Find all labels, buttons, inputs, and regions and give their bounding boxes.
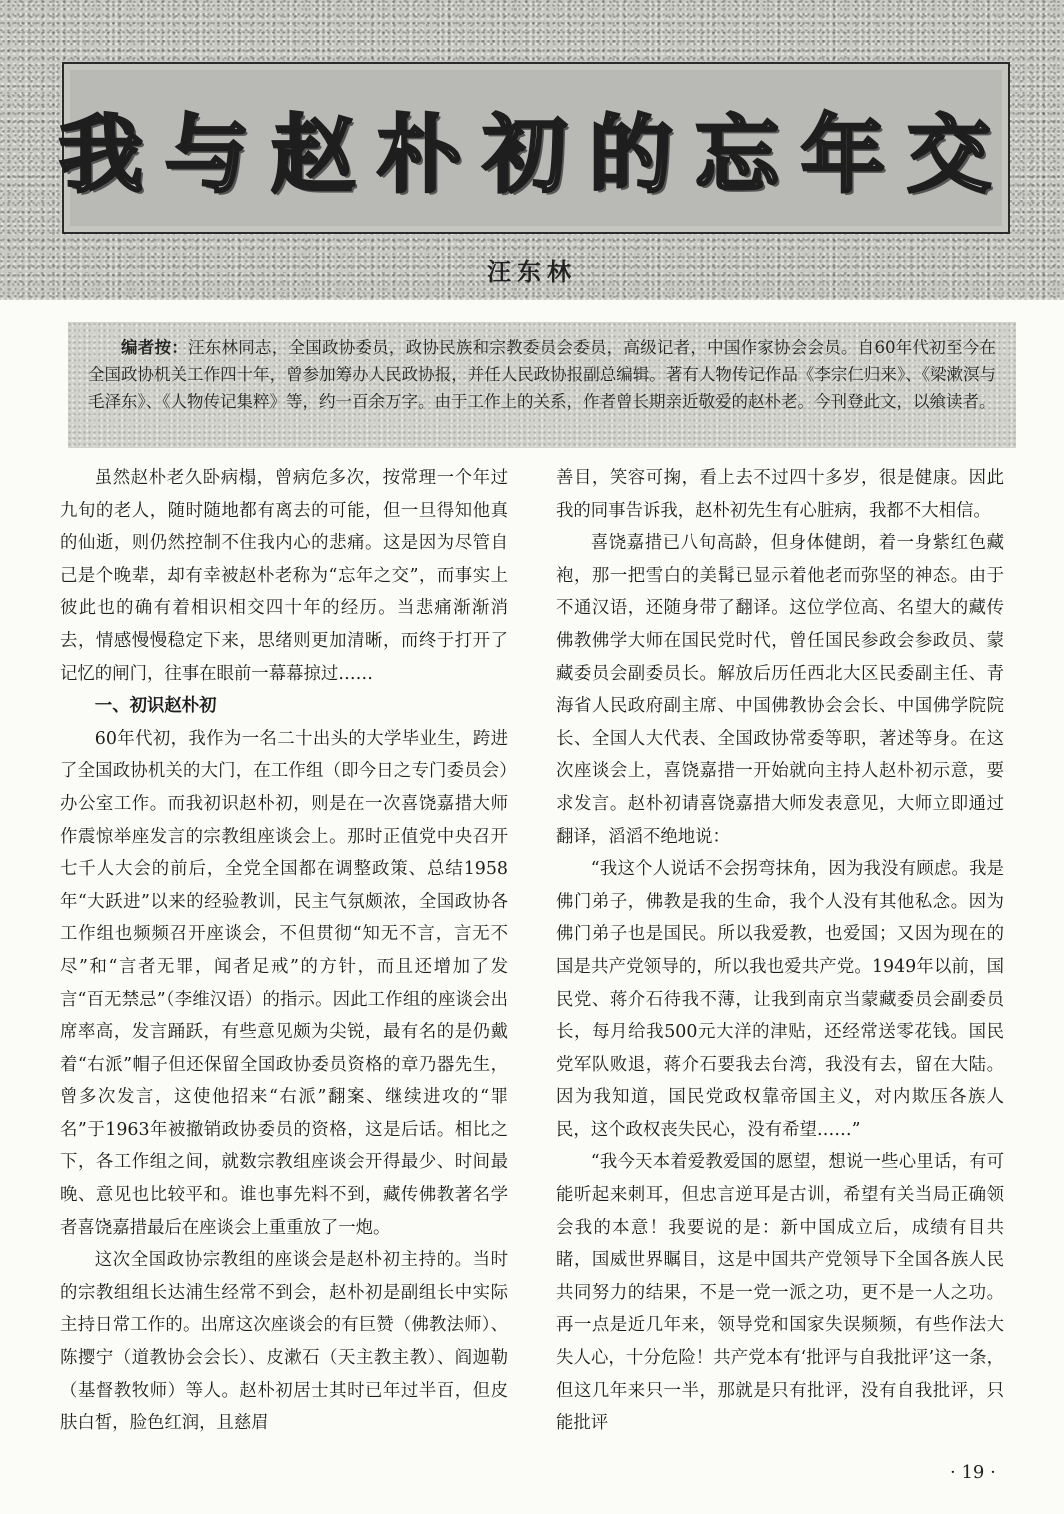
- paragraph: “我今天本着爱教爱国的愿望，想说一些心里话，有可能听起来刺耳，但忠言逆耳是古训，希望有关当局正确领会我的本意！我要说的是：新中国成立后，成绩有目共睹，国威世界瞩目，这是中国共产党领导下全国各族人民共同努力的结果，不是一党一派之功，更不是一人之功。再一点是近几年来，领导党和国家失误频频，有些作法大失人心，十分危险！共产党本有‘批评与自我批评’这一条，但这几年来只一半，那就是只有批评，没有自我批评，只能批评: [556, 1152, 1004, 1434]
- title-box: [59, 62, 1014, 234]
- paragraph: “我这个人说话不会拐弯抹角，因为我没有顾虑。我是佛门弟子，佛教是我的生命，我个人没有其他私念。因为佛门弟子也是国民。所以我爱教，也爱国；又因为现在的国是共产党领导的，所以我也爱共产党。1949年以前，国民党、蒋介石待我不薄，让我到南京当蒙藏委员会副委员长，每月给我500元大洋的津贴，还经常送零花钱。国民党军队败退，蒋介石要我去台湾，我没有去，留在大陆。因为我知道，国民党政权靠帝国主义，对内欺压各族人民，这个政权丧失民心，没有希望……”: [556, 859, 1004, 1140]
- editor-note: [88, 334, 996, 415]
- page-number: · 19 ·: [950, 1462, 996, 1483]
- left-column: [60, 462, 508, 1440]
- paragraph: 60年代初，我作为一名二十出头的大学毕业生，跨进了全国政协机关的大门，在工作组（即今日之专门委员会）办公室工作。而我初识赵朴初，则是在一次喜饶嘉措大师作震惊举座发言的宗教组座谈会上。那时正值党中央召开七千人大会的前后，全党全国都在调整政策、总结1958年“大跃进”以来的经验教训，民主气氛颇浓，全国政协各工作组也频频召开座谈会，不但贯彻“知无不言，言无不尽”和“言者无罪，闻者足戒”的方针，而且还增加了发言“百无禁忌”（李维汉语）的指示。因此工作组的座谈会出席率高，发言踊跃，有些意见颇为尖锐，最有名的是仍戴着“右派”帽子但还保留全国政协委员资格的章乃器先生，曾多次发言，这使他招来“右派”翻案、继续进攻的“罪名”于1963年被撤销政协委员的资格，这是后话。相比之下，各工作组之间，就数宗教组座谈会开得最少、时间最晚、意见也比较平和。谁也事先料不到，藏传佛教著名学者喜饶嘉措最后在座谈会上重重放了一炮。: [60, 728, 508, 1238]
- editor-note-box: [68, 322, 1016, 448]
- editor-note-label: 编者按：: [121, 338, 188, 357]
- right-column: [556, 462, 1004, 1440]
- paragraph: 善目，笑容可掬，看上去不过四十多岁，很是健康。因此我的同事告诉我，赵朴初先生有心脏病，我都不大相信。: [556, 468, 1004, 521]
- section-heading: 一、初识赵朴初: [94, 696, 217, 717]
- article-title: 我与赵朴初的忘年交: [59, 104, 1014, 204]
- editor-note-text: 汪东林同志，全国政协委员，政协民族和宗教委员会委员，高级记者，中国作家协会会员。自60年代初至今在全国政协机关工作四十年，曾参加筹办人民政协报，并任人民政协报副总编辑。著有人物传记作品《李宗仁归来》、《梁漱溟与毛泽东》、《人物传记集粹》等，约一百余万字。由于工作上的关系，作者曾长期亲近敬爱的赵朴老。今刊登此文，以飨读者。: [88, 338, 996, 411]
- article-author: 汪东林: [487, 257, 577, 286]
- paragraph: 这次全国政协宗教组的座谈会是赵朴初主持的。当时的宗教组组长达浦生经常不到会，赵朴初是副组长中实际主持日常工作的。出席这次座谈会的有巨赞（佛教法师）、陈撄宁（道教协会会长）、皮漱石（天主教主教）、阎迦勒（基督教牧师）等人。赵朴初居士其时已年过半百，但皮肤白皙，脸色红润，且慈眉: [60, 1250, 508, 1434]
- paragraph: 喜饶嘉措已八旬高龄，但身体健朗，着一身紫红色藏袍，那一把雪白的美髯已显示着他老而弥坚的神态。由于不通汉语，还随身带了翻译。这位学位高、名望大的藏传佛教佛学大师在国民党时代，曾任国民参政会参政员、蒙藏委员会副委员长。解放后历任西北大区民委副主任、青海省人民政府副主席、中国佛教协会会长、中国佛学院院长、全国人大代表、全国政协常委等职，著述等身。在这次座谈会上，喜饶嘉措一开始就向主持人赵朴初示意，要求发言。赵朴初请喜饶嘉措大师发表意见，大师立即通过翻译，滔滔不绝地说：: [556, 533, 1004, 847]
- paragraph: 虽然赵朴老久卧病榻，曾病危多次，按常理一个年过九旬的老人，随时随地都有离去的可能，但一旦得知他真的仙逝，则仍然控制不住我内心的悲痛。这是因为尽管自己是个晚辈，却有幸被赵朴老称为“忘年之交”，而事实上彼此也的确有着相识相交四十年的经历。当悲痛渐渐消去，情感慢慢稳定下来，思绪则更加清晰，而终于打开了记忆的闸门，往事在眼前一幕幕掠过……: [60, 468, 508, 684]
